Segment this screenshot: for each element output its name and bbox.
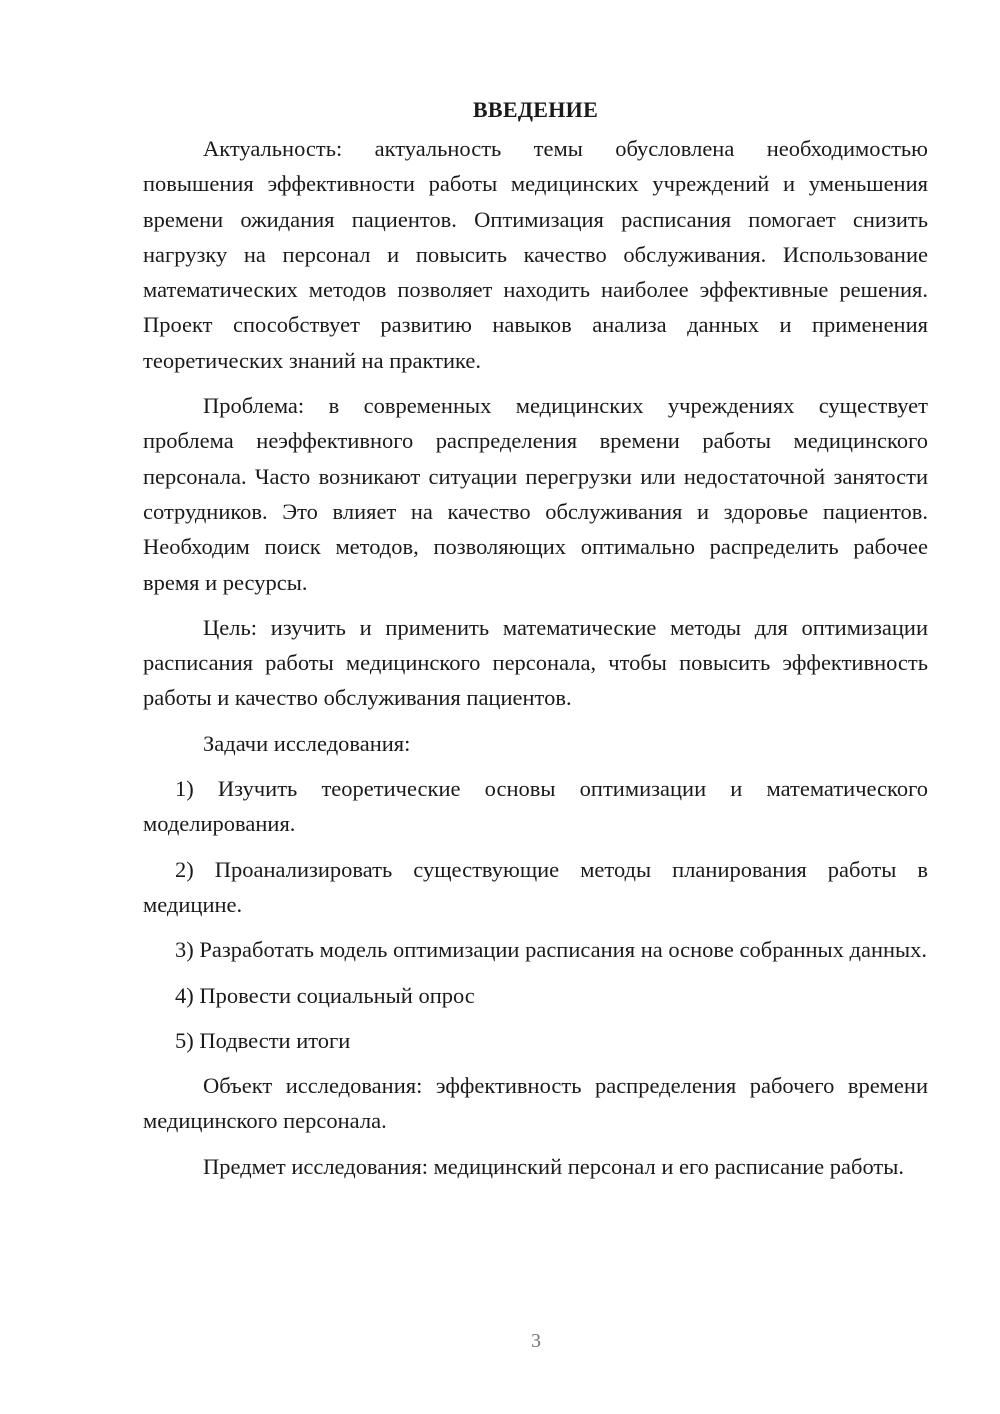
paragraph-object: Объект исследования: эффективность распределения рабочего времени медицинского персонала. [143, 1073, 928, 1134]
task-item-2: 2) Проанализировать существующие методы планирования работы в медицине. [143, 856, 928, 917]
paragraph-goal: Цель: изучить и применить математические методы для оптимизации расписания работы медицинского персонала, чтобы повысить эффективность работы и качество обслуживания пациентов. [143, 614, 928, 711]
task-item-3: 3) Разработать модель оптимизации расписания на основе собранных данных. [175, 937, 928, 963]
paragraph-relevance: Актуальность: актуальность темы обусловлена необходимостью повышения эффективности работы медицинских учреждений и уменьшения времени ожидания пациентов. Оптимизация расписания помогает снизить нагрузку на персонал и повысить качество обслуживания. Использование математических методов позволяет находить наиболее эффективные решения. Проект способствует развитию навыков анализа данных и применения теоретических знаний на практике. [143, 136, 928, 373]
paragraph-subject: Предмет исследования: медицинский персонал и его расписание работы. [203, 1153, 904, 1179]
document-page [143, 92, 928, 1194]
tasks-heading: Задачи исследования: [203, 730, 411, 756]
task-item-1: 1) Изучить теоретические основы оптимизации и математического моделирования. [143, 776, 928, 837]
paragraph-problem: Проблема: в современных медицинских учреждениях существует проблема неэффективного распределения времени работы медицинского персонала. Часто возникают ситуации перегрузки или недостаточной занятости сотрудников. Это влияет на качество обслуживания и здоровье пациентов. Необходим поиск методов, позволяющих оптимально распределить рабочее время и ресурсы. [143, 393, 928, 595]
task-item-4: 4) Провести социальный опрос [175, 982, 475, 1008]
page-number: 3 [531, 1330, 541, 1352]
task-item-5: 5) Подвести итоги [175, 1027, 351, 1053]
page-title: ВВЕДЕНИЕ [472, 97, 599, 122]
